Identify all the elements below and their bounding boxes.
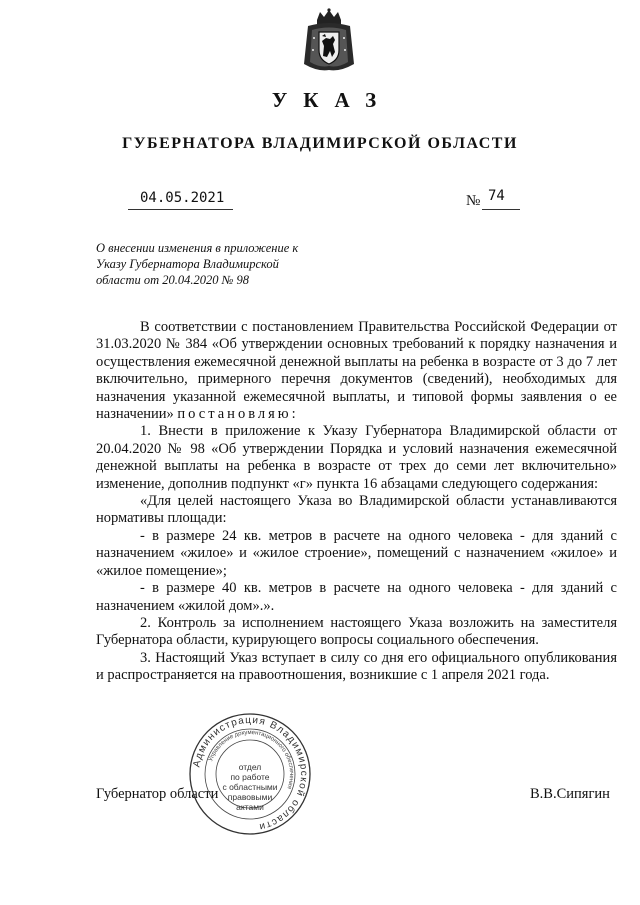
stamp-center-text (218, 762, 282, 812)
stamp-line: правовыми (227, 792, 273, 802)
quote-intro: «Для целей настоящего Указа во Владимирской области устанавливаются нормативы площади: (96, 493, 617, 527)
quote-item-1: - в размере 24 кв. метров в расчете на одного человека - для зданий с назначением «жилое» и «жилое строение», помещений с назначением «жилое» и «жилое помещение»; (96, 527, 617, 579)
document-subtitle: ГУБЕРНАТОРА ВЛАДИМИРСКОЙ ОБЛАСТИ (122, 135, 518, 152)
item-1: 1. Внести в приложение к Указу Губернатора Владимирской области от 20.04.2020 № 98 «Об утверждении Порядка и условий назначения ежемесячной денежной выплаты на ребенка в возрасте от трех до семи лет включительно» изменение, дополнив подпункт «г» пункта 16 абзацами следующего содержания: (96, 423, 617, 492)
document-title: УКАЗ (271, 88, 393, 112)
stamp-line: по работе (230, 772, 270, 782)
stamp-line: с областными (222, 782, 278, 792)
number-underline (482, 209, 520, 210)
quote-item-2: - в размере 40 кв. метров в расчете на одного человека - для зданий с назначением «жилой дом».». (96, 580, 617, 614)
signatory-name: В.В.Сипягин (530, 786, 610, 802)
number-sign: № (466, 193, 481, 209)
signatory-position: Губернатор области (96, 786, 219, 802)
stamp-inner-text: Управление документационного обеспечения (208, 729, 295, 790)
decree-body (96, 319, 617, 685)
coat-of-arms-icon (300, 8, 358, 74)
decree-date: 04.05.2021 (140, 190, 225, 206)
intro-paragraph (96, 319, 617, 423)
stamp-line: отдел (238, 762, 262, 772)
item-3: 3. Настоящий Указ вступает в силу со дня его официального опубликования и распространяется на правоотношения, возникшие с 1 апреля 2021 года. (96, 649, 617, 684)
stamp-outer-text: Администрация Владимирской области (191, 714, 310, 833)
decree-number: 74 (488, 188, 505, 204)
amendment-title: О внесении изменения в приложение к Указу Губернатора Владимирской области от 20.04.2020 № 98 (96, 241, 299, 287)
item-2: 2. Контроль за исполнением настоящего Указа возложить на заместителя Губернатора области, курирующего вопросы социального обеспечения. (96, 614, 617, 649)
stamp-line: актами (236, 802, 264, 812)
intro-text: В соответствии с постановлением Правительства Российской Федерации от 31.03.2020 № 384 «Об утверждении основных требований к порядку назначения и осуществления ежемесячной денежной выплаты на ребенка в возрасте от 3 до 7 лет включительно, примерного перечня документов (сведений), необходимых для назначения указанной ежемесячной выплаты, и типовой формы заявления о ее назначении» (96, 319, 617, 423)
date-underline (128, 209, 233, 210)
resolution-word: постановляю: (177, 406, 299, 423)
